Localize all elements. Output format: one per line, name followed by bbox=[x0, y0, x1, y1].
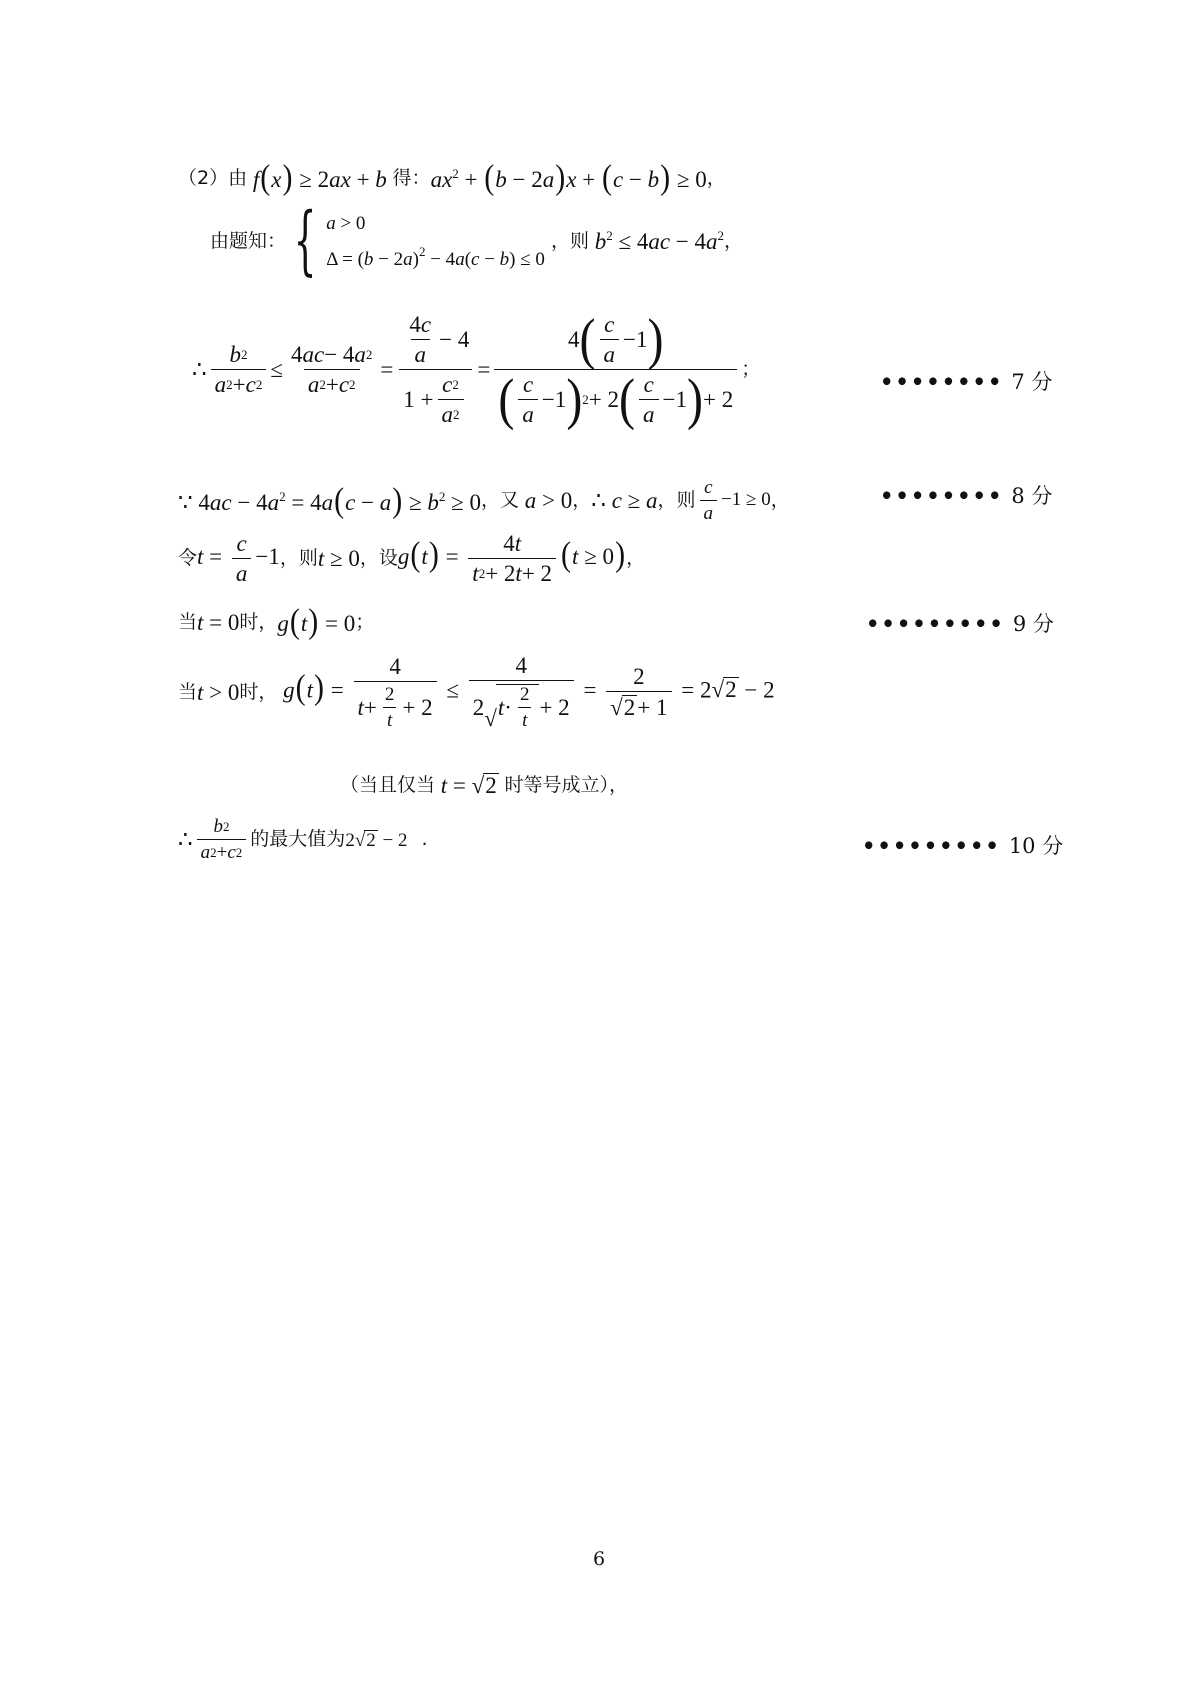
part-label: （2） bbox=[178, 166, 229, 189]
text-you: ，又 bbox=[481, 489, 520, 511]
line-condition-system bbox=[210, 197, 744, 285]
line-inequality-setup bbox=[178, 158, 726, 197]
formula-a-pos: a > 0 bbox=[524, 488, 573, 513]
page-number: 6 bbox=[593, 1548, 606, 1570]
frac-b2-over-a2c2: b 2 a 2 + c 2 bbox=[197, 817, 247, 862]
score-marker-8 bbox=[880, 480, 1052, 510]
formula-t-eq-sqrt2: t = √ 2 bbox=[440, 773, 497, 798]
text-open: （当且仅当 bbox=[340, 773, 436, 796]
text-ze: ，则 bbox=[657, 489, 696, 511]
text-then: ，则 bbox=[550, 229, 589, 252]
score-dots: ••••••••• bbox=[866, 610, 1005, 636]
text-comma: ， bbox=[706, 166, 726, 189]
formula-t-gt-0: t > 0 bbox=[197, 679, 240, 705]
text-intro: 由题知： bbox=[210, 229, 287, 252]
cond-discriminant: $\Delta = (b - 2a)^2 - 4a(c - b) \le 0$ bbox=[326, 243, 545, 270]
formula-c-ge-a: ∴ c ≥ a bbox=[591, 488, 658, 513]
text-end: ， bbox=[626, 547, 646, 569]
line-equality-condition bbox=[340, 773, 628, 797]
line-define-g bbox=[178, 532, 645, 585]
frac-substituted: 4 ( $\frac{c}{a}$ −1 ) ( $\frac{c}{a}$ −1 ) 2 + 2 ( $\frac{c}{a}$ −1 ) + 2 bbox=[494, 313, 737, 426]
text-ling: 令 bbox=[178, 547, 198, 569]
formula-g-def: g(t) = 4 t t 2 + 2 t + 2 (t ≥ 0) bbox=[397, 531, 626, 586]
text-end: . bbox=[421, 828, 428, 850]
line-c-ge-a bbox=[178, 478, 790, 523]
cond-a-positive: a > 0 bbox=[326, 212, 366, 234]
score-marker-10 bbox=[862, 830, 1063, 860]
text-end: ， bbox=[770, 489, 790, 511]
brace-symbol: { bbox=[293, 197, 317, 285]
formula-because: ∵ $4ac - 4a^2 = 4a(c - a) \ge b^2 \ge 0$ bbox=[178, 480, 482, 519]
score-marker-7 bbox=[880, 366, 1052, 396]
line-t-positive bbox=[178, 654, 775, 730]
formula-t-def: t = $\frac{c}{a}$ −1 bbox=[197, 531, 280, 586]
frac-4ac: 4 ac − 4 a 2 a 2 + c 2 bbox=[290, 342, 373, 397]
frac-b2-over-a2c2: b 2 a 2 + c 2 bbox=[211, 343, 267, 396]
frac-divided-by-a2: 4 c a − 4 1 + c 2 a 2 bbox=[397, 313, 473, 426]
formula-ca-minus-1: $\frac{c}{a}$ −1 ≥ 0 bbox=[696, 478, 771, 523]
formula-b2-bound: $b^2 \le 4ac - 4a^2$ bbox=[594, 228, 725, 254]
therefore-symbol: ∴ bbox=[178, 827, 193, 852]
formula-t-eq-0: t = 0 bbox=[197, 609, 240, 635]
formula-quadratic: $ax^2 + (b - 2a)x + (c - b) \ge 0$ bbox=[430, 158, 707, 197]
score-dots: ••••••••• bbox=[862, 832, 1001, 858]
text-shi: 时， bbox=[239, 610, 278, 633]
text-you: 由 bbox=[228, 166, 248, 189]
condition-system bbox=[326, 214, 545, 269]
formula-t-ge-0: t ≥ 0 bbox=[317, 546, 360, 571]
line-ratio-chain: ∴ b 2 a 2 + c 2 ≤ 4 ac − 4 a 2 a 2 + c 2 = 4 c a − 4 1 + c 2 a 2 = 4 ( $\frac{c}{a}$ −1 ) ( $\frac{c}{a}$ −1 ) 2 + 2 ( $\frac{c}{a}$ −1 ) + 2 ； bbox=[192, 307, 761, 431]
text-comma: ， bbox=[572, 489, 592, 511]
formula-g-zero: g(t) = 0 bbox=[277, 602, 356, 641]
text-shi: 时， bbox=[239, 680, 278, 703]
score-marker-9 bbox=[866, 608, 1054, 638]
text-comma: ， bbox=[724, 229, 744, 252]
text-dang: 当 bbox=[178, 610, 198, 633]
text-end: ； bbox=[355, 610, 375, 633]
therefore-symbol: ∴ bbox=[192, 357, 207, 382]
score-dots: •••••••• bbox=[880, 368, 1004, 394]
text-close: 时等号成立）， bbox=[504, 773, 629, 796]
score-dots: •••••••• bbox=[880, 482, 1004, 508]
score-text: 10 分 bbox=[1008, 834, 1064, 858]
text-she: ，设 bbox=[359, 547, 398, 569]
text-end: ； bbox=[741, 358, 761, 380]
formula-f-ineq: f(x) ≥ 2ax + b bbox=[252, 158, 387, 197]
text-ze: ，则 bbox=[279, 547, 318, 569]
score-text: 9 分 bbox=[1012, 612, 1054, 636]
text-de: 得： bbox=[392, 166, 431, 189]
line-conclusion bbox=[178, 817, 428, 862]
text-mid: 的最大值为 bbox=[250, 828, 346, 850]
text-dang: 当 bbox=[178, 680, 198, 703]
score-text: 7 分 bbox=[1011, 370, 1053, 394]
formula-amgm-chain: g(t) = 4 t + $\frac{2}{t}$ + 2 ≤ 4 2 √ t · $\frac{2}{t}$ + 2 = 2 √ 2 + 1 = 2 √ 2 − 2 bbox=[283, 653, 775, 731]
line-t-zero bbox=[178, 602, 375, 641]
score-text: 8 分 bbox=[1011, 484, 1053, 508]
formula-max-value: 2 √ 2 − 2 bbox=[345, 829, 408, 851]
